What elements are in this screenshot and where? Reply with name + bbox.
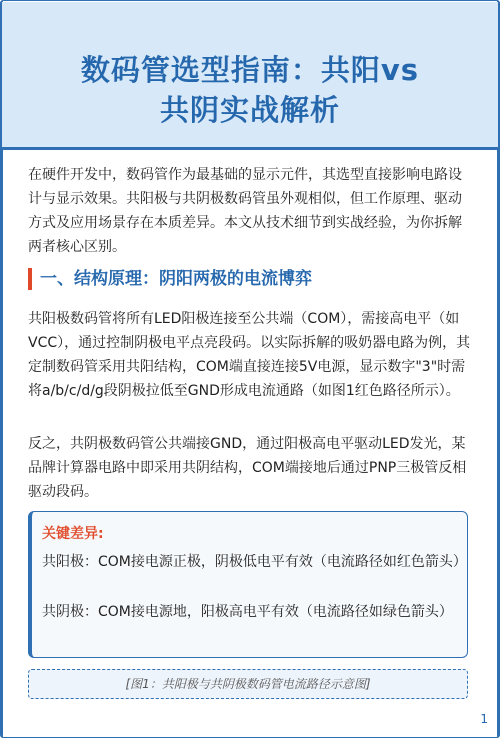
title-line-2: 共阴实战解析 (159, 93, 340, 127)
section-paragraph-1: 共阳极数码管将所有LED阳极连接至公共端（COM），需接高电平（如VCC），通过控制阴极电平点亮段码。以实际拆解的吸奶器电路为例，其定制数码管采用共阳结构，COM端直接连接5V电源，显示数字"3"时需将a/b/c/d/g段阴极拉低至GND形成电流通路（如图1红色路径所示）。 (28, 311, 471, 399)
key-differences-box (28, 511, 468, 658)
key-difference-common-cathode: 共阴极：COM接电源地，阳极高电平有效（电流路径如绿色箭头） (42, 604, 453, 620)
title-line-1: 数码管选型指南：共阳vs (80, 53, 420, 87)
key-difference-common-anode: 共阳极：COM接电源正极，阴极低电平有效（电流路径如红色箭头） (42, 554, 467, 570)
page-title (0, 50, 500, 130)
section-heading: 一、结构原理：阴阳两极的电流博弈 (40, 269, 312, 289)
section-heading-marker (28, 268, 32, 290)
key-differences-title: 关键差异: (42, 526, 104, 542)
figure-caption: [图1：共阳极与共阴极数码管电流路径示意图] (28, 669, 468, 699)
page-number: 1 (480, 712, 488, 726)
section-paragraph-2: 反之，共阴极数码管公共端接GND，通过阳极高电平驱动LED发光，某品牌计算器电路中即采用共阴结构，COM端接地后通过PNP三极管反相驱动段码。 (28, 436, 467, 500)
intro-paragraph: 在硬件开发中，数码管作为最基础的显示元件，其选型直接影响电路设计与显示效果。共阳极与共阴极数码管虽外观相似，但工作原理、驱动方式及应用场景存在本质差异。本文从技术细节到实战经验，为你拆解两者核心区别。 (28, 167, 462, 255)
